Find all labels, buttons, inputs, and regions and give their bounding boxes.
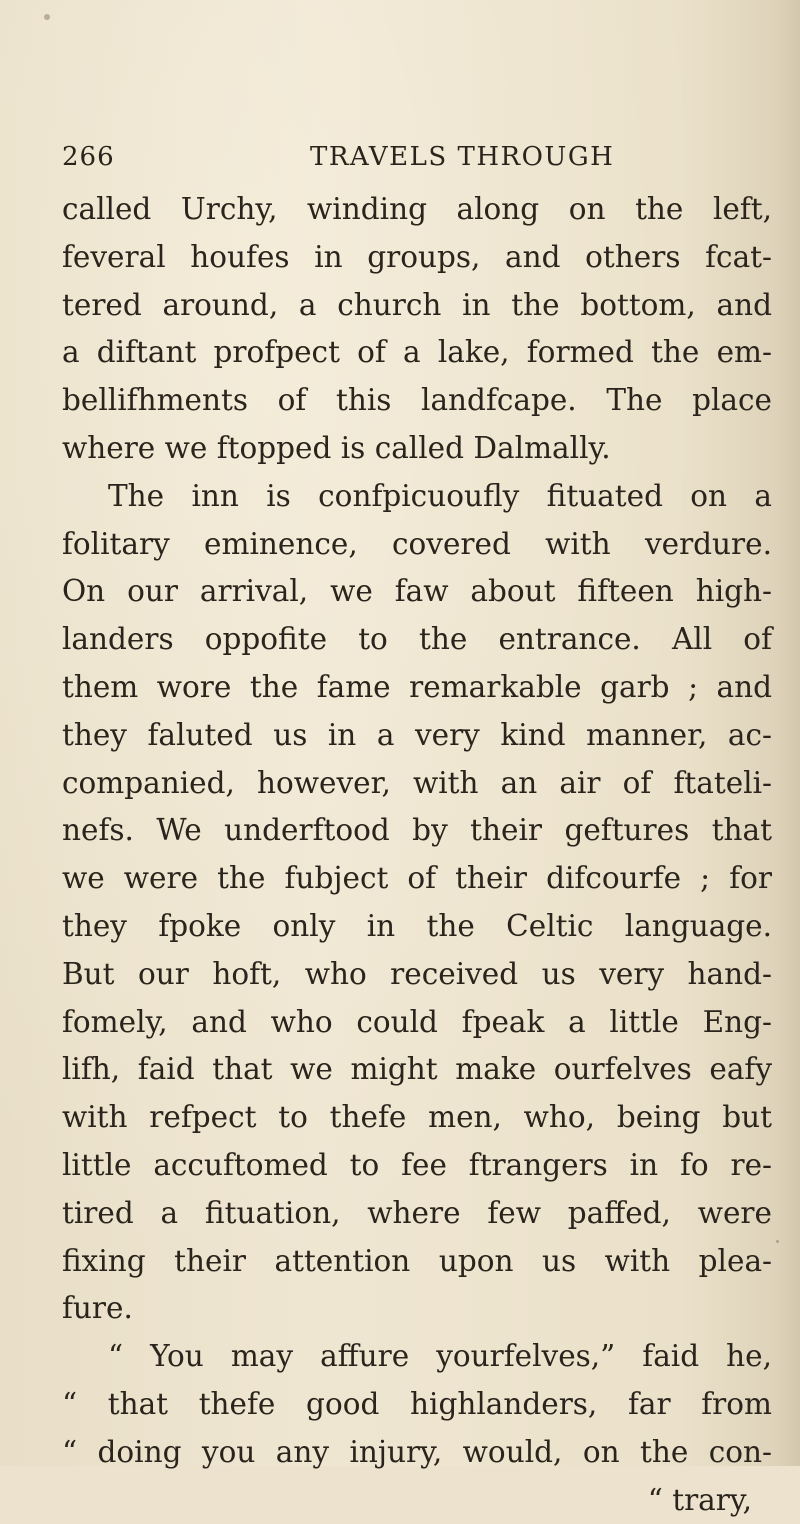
body-text xyxy=(62,186,772,1524)
text-line: called Urchy, winding along on the left, xyxy=(62,192,772,226)
catchword: “ trary, xyxy=(647,1482,752,1517)
text-line: tered around, a church in the bottom, and xyxy=(62,287,772,322)
text-line: The inn is confpicuoufly fituated on a xyxy=(108,478,772,513)
text-line: companied, however, with an air of ftateli- xyxy=(62,765,772,800)
paper-speck xyxy=(776,1240,779,1243)
text-line: fomely, and who could fpeak a little Eng- xyxy=(62,1004,772,1039)
text-line: “ that thefe good highlanders, far from xyxy=(62,1386,772,1421)
paper-speck xyxy=(44,14,50,20)
running-head: TRAVELS THROUGH xyxy=(310,142,615,172)
text-line: them wore the fame remarkable garb ; and xyxy=(62,669,772,704)
text-line: tired a fituation, where few paffed, were xyxy=(62,1195,772,1230)
text-line: landers oppofite to the entrance. All of xyxy=(62,622,772,657)
text-line: where we ftopped is called Dalmally. xyxy=(62,430,611,465)
page-header xyxy=(62,142,762,182)
text-line: bellifhments of this landfcape. The place xyxy=(62,383,772,418)
text-line: nefs. We underftood by their geftures that xyxy=(62,813,772,848)
text-line: with refpect to thefe men, who, being but xyxy=(62,1100,772,1135)
text-line: On our arrival, we faw about fifteen high- xyxy=(62,574,772,609)
text-line: they fpoke only in the Celtic language. xyxy=(62,908,772,943)
text-line: feveral houfes in groups, and others fcat- xyxy=(62,239,772,274)
text-line: folitary eminence, covered with verdure. xyxy=(62,526,772,561)
text-line: little accuftomed to fee ftrangers in fo re- xyxy=(62,1147,772,1182)
text-line: “ You may affure yourfelves,” faid he, xyxy=(108,1339,772,1374)
text-line: “ doing you any injury, would, on the con- xyxy=(62,1434,772,1469)
text-line: But our hoft, who received us very hand- xyxy=(62,956,772,991)
text-line: we were the fubject of their difcourfe ; for xyxy=(62,861,772,896)
text-line: lifh, faid that we might make ourfelves eafy xyxy=(62,1052,772,1087)
page-number: 266 xyxy=(62,142,115,172)
text-line: they faluted us in a very kind manner, ac- xyxy=(62,717,772,752)
text-line: fure. xyxy=(62,1291,133,1326)
text-line: fixing their attention upon us with plea- xyxy=(62,1243,772,1278)
text-line: a diftant profpect of a lake, formed the em- xyxy=(62,335,772,370)
